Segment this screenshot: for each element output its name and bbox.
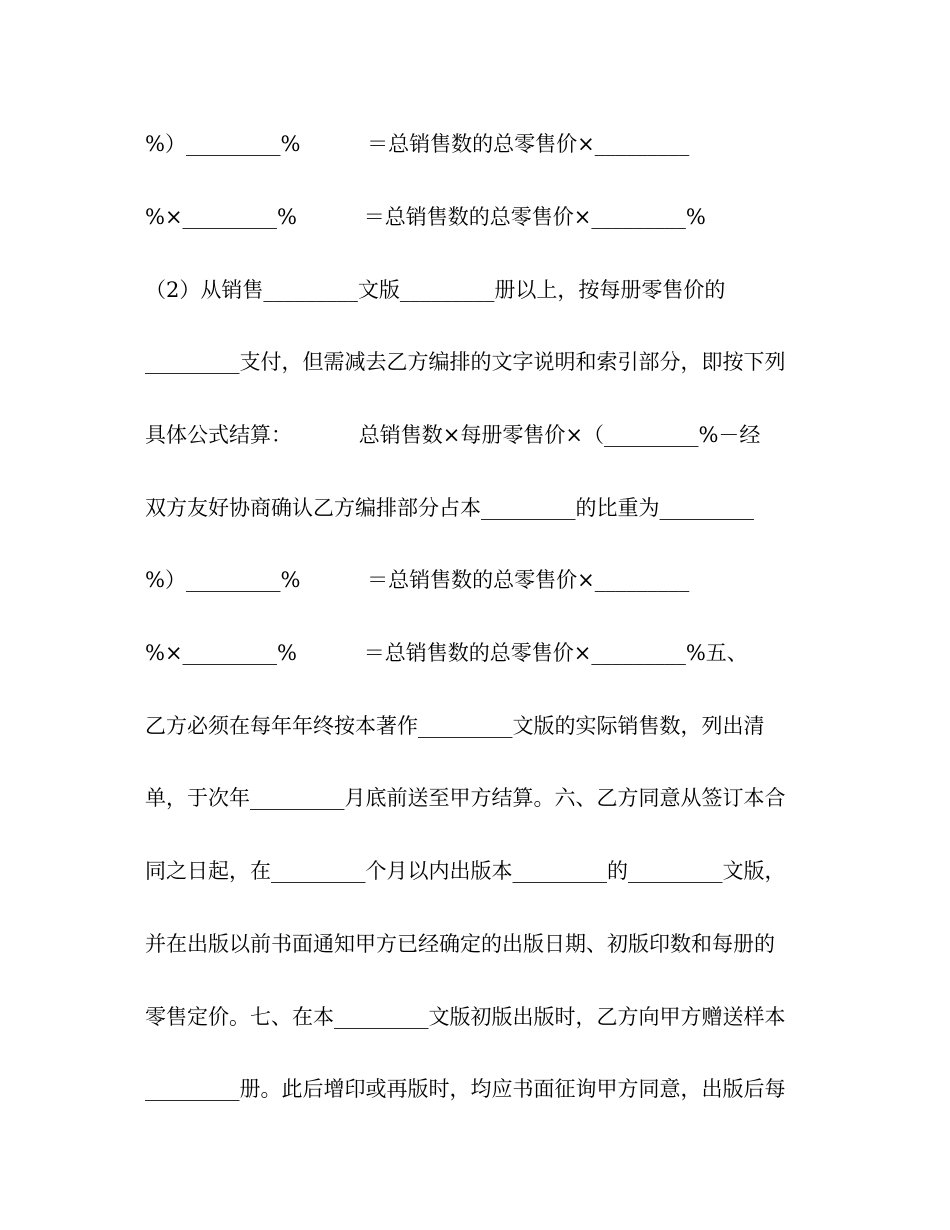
text-line: _________册。此后增印或再版时，均应书面征询甲方同意，出版后每 <box>145 1077 786 1101</box>
text-line: %×_________% ＝总销售数的总零售价×_________% <box>145 205 706 229</box>
text-line: %）_________% ＝总销售数的总零售价×_________ <box>145 568 690 592</box>
text-line: _________支付，但需减去乙方编排的文字说明和索引部分，即按下列 <box>145 350 786 374</box>
text-line: （2）从销售_________文版_________册以上，按每册零售价的 <box>145 278 726 302</box>
text-line: 乙方必须在每年年终按本著作_________文版的实际销售数，列出清 <box>145 714 765 738</box>
text-line: 单，于次年_________月底前送至甲方结算。六、乙方同意从签订本合 <box>145 786 786 810</box>
text-line: 同之日起，在_________个月以内出版本_________的_________文版， <box>145 859 786 883</box>
text-line: 零售定价。七、在本_________文版初版出版时，乙方向甲方赠送样本 <box>145 1005 786 1029</box>
text-line: 并在出版以前书面通知甲方已经确定的出版日期、初版印数和每册的 <box>145 932 775 956</box>
text-line: 双方友好协商确认乙方编排部分占本_________的比重为_________ <box>145 496 754 520</box>
text-line: %×_________% ＝总销售数的总零售价×_________%五、 <box>145 641 748 665</box>
text-line: %）_________% ＝总销售数的总零售价×_________ <box>145 132 690 156</box>
text-line: 具体公式结算： 总销售数×每册零售价×（_________%－经 <box>145 423 761 447</box>
